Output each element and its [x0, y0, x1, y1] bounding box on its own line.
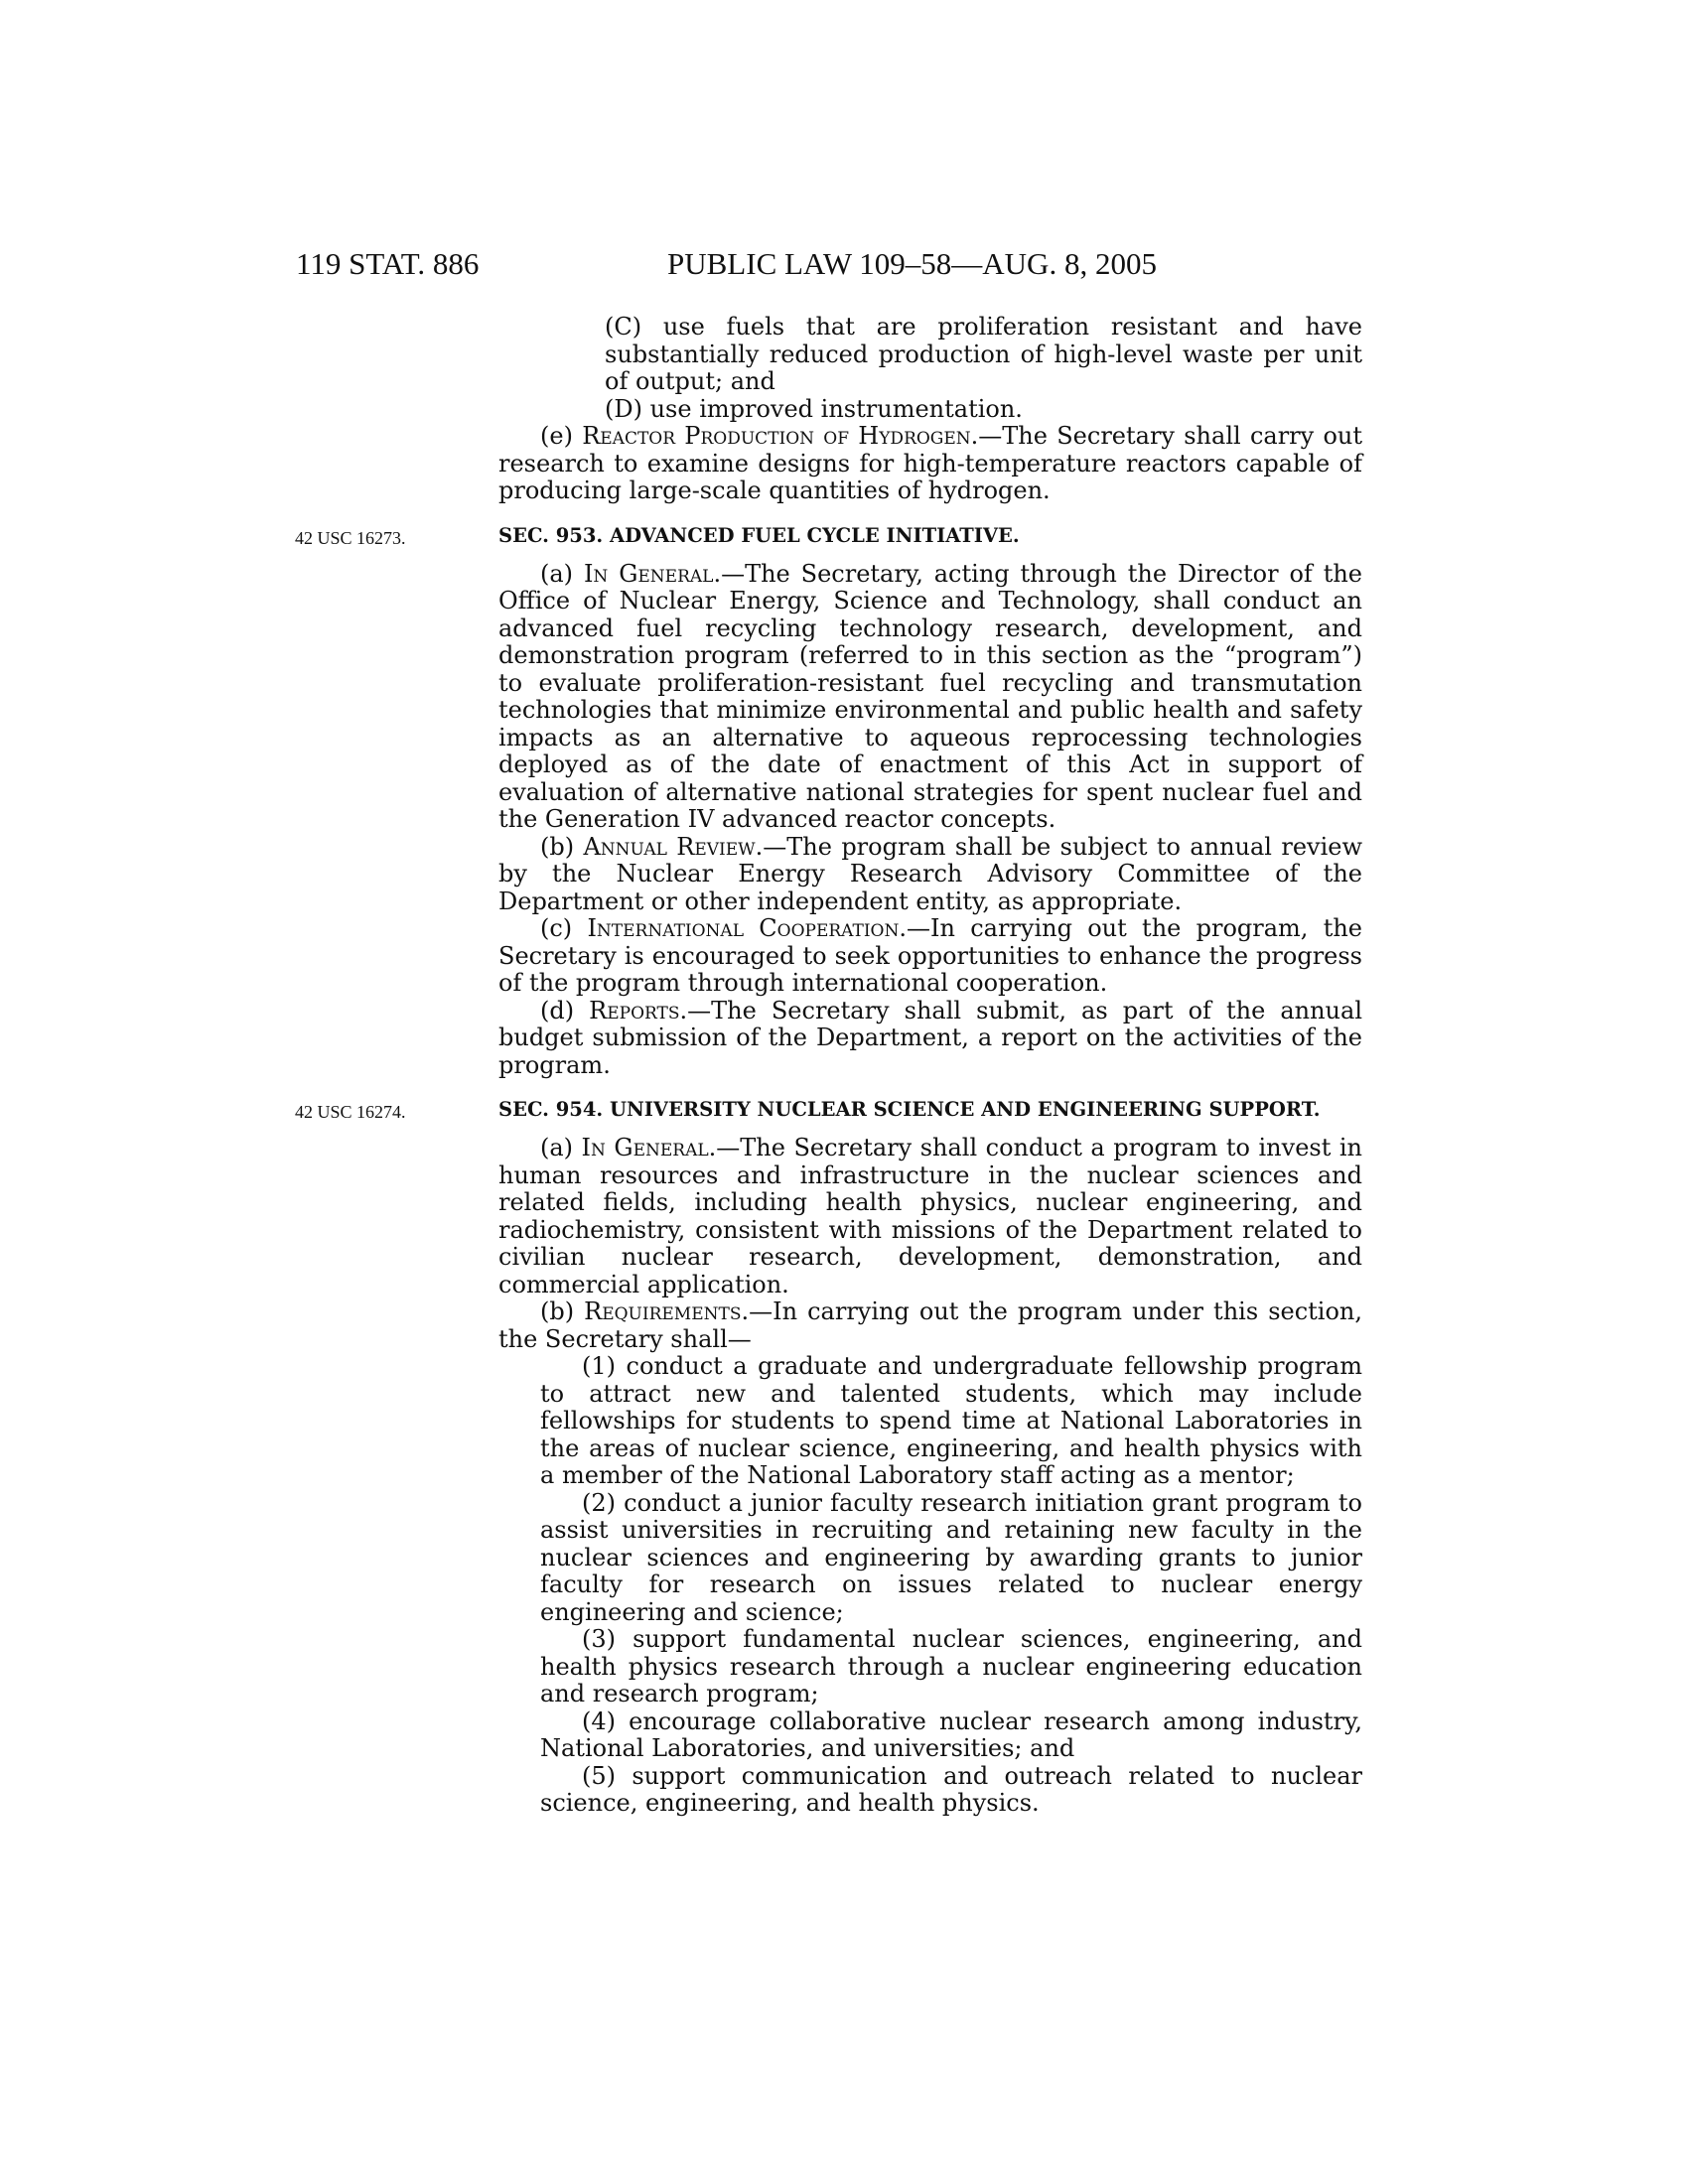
subsection-d-reports: (d) Reports.—The Secretary shall submit, as part of the annual budget submission of the Department, a report on the activities of the program.: [498, 996, 1362, 1079]
subsection-a-in-general: (a) In General.—The Secretary shall conduct a program to invest in human resources and infrastructure in the nuclear sciences and related fields, including health physics, nuclear engineering, and radiochemistry, consistent with missions of the Department related to civilian nuclear research, development, demonstration, and commercial application.: [498, 1134, 1362, 1298]
list-item: (2) conduct a junior faculty research initiation grant program to assist universities in recruiting and retaining new faculty in the nuclear sciences and engineering by awarding grants to junior faculty for research on issues related to nuclear energy engineering and science;: [540, 1488, 1362, 1626]
section-heading: SEC. 954. UNIVERSITY NUCLEAR SCIENCE AND ENGINEERING SUPPORT.: [498, 1098, 1321, 1121]
page-header: [0, 246, 1688, 286]
usc-margin-note: 42 USC 16274.: [295, 1102, 406, 1122]
document-body: [295, 313, 1363, 1818]
section-954: [295, 1097, 1363, 1818]
public-law-title: PUBLIC LAW 109–58—AUG. 8, 2005: [667, 246, 1157, 281]
list-item: (1) conduct a graduate and undergraduate fellowship program to attract new and talented students, which may include fellowships for students to spend time at National Laboratories in the areas of nuclear science, engineering, and health physics with a member of the National Laboratory staff acting as a mentor;: [540, 1352, 1362, 1489]
subsection-heading: Requirements: [584, 1297, 742, 1325]
list-item: (5) support communication and outreach related to nuclear science, engineering, and health physics.: [540, 1761, 1362, 1817]
usc-margin-note: 42 USC 16273.: [295, 527, 406, 548]
subsection-heading: Reactor Production of Hydrogen: [582, 422, 971, 450]
section-953: [295, 523, 1363, 1080]
section-heading: SEC. 953. ADVANCED FUEL CYCLE INITIATIVE.: [498, 523, 1020, 547]
item-c-use-fuels: (C) use fuels that are proliferation resistant and have substantially reduced production of high-level waste per unit of output; and: [605, 313, 1362, 395]
subsection-heading: In General: [583, 559, 714, 588]
subsection-b-annual-review: (b) Annual Review.—The program shall be subject to annual review by the Nuclear Energy Research Advisory Committee of the Department or other independent entity, as appropriate.: [498, 832, 1363, 915]
list-item: (4) encourage collaborative nuclear research among industry, National Laboratories, and universities; and: [540, 1706, 1362, 1762]
subsection-heading: Annual Review: [583, 832, 756, 861]
subsection-e-reactor-production-of-hydrogen: (e) Reactor Production of Hydrogen.—The Secretary shall carry out research to examine designs for high-temperature reactors capable of producing large-scale quantities of hydrogen.: [498, 422, 1363, 504]
subsection-b-requirements: (b) Requirements.—In carrying out the program under this section, the Secretary shall—: [498, 1297, 1363, 1353]
subsection-heading: International Cooperation: [587, 914, 900, 942]
list-item: (3) support fundamental nuclear sciences, engineering, and health physics research through a nuclear engineering education and research program;: [540, 1625, 1362, 1707]
subsection-heading: In General: [581, 1134, 709, 1161]
subsection-c-international-cooperation: (c) International Cooperation.—In carrying out the program, the Secretary is encouraged to seek opportunities to enhance the progress of the program through international cooperation.: [498, 914, 1363, 997]
subsection-a-in-general: (a) In General.—The Secretary, acting through the Director of the Office of Nuclear Energy, Science and Technology, shall conduct an advanced fuel recycling technology research, development, and demonstration program (referred to in this section as the “program”) to evaluate proliferation-resistant fuel recycling and transmutation technologies that minimize environmental and public health and safety impacts as an alternative to aqueous reprocessing technologies deployed as of the date of enactment of this Act in support of evaluation of alternative national strategies for spent nuclear fuel and the Generation IV advanced reactor concepts.: [498, 559, 1363, 833]
item-d-instrumentation: (D) use improved instrumentation.: [605, 394, 1023, 423]
subsection-heading: Reports: [589, 996, 680, 1024]
statute-page-reference: 119 STAT. 886: [296, 246, 480, 281]
